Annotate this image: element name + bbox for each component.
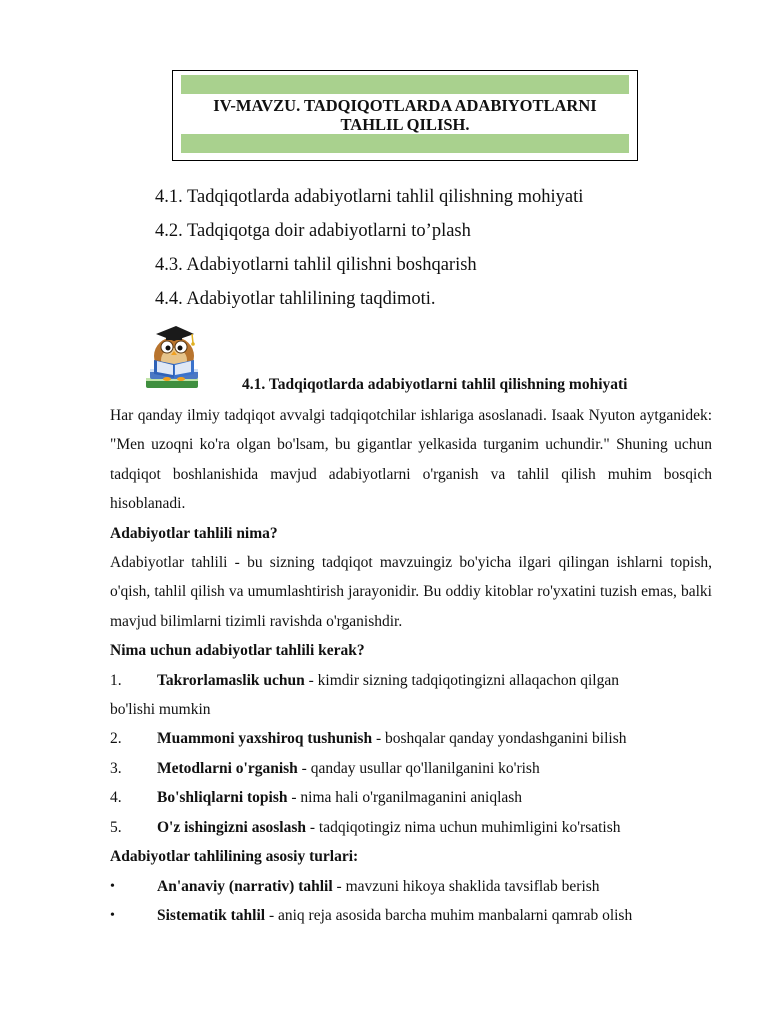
list-item: • An'anaviy (narrativ) tahlil - mavzuni hikoya shaklida tavsiflab berish — [110, 872, 712, 901]
main-text — [110, 401, 712, 930]
list-item: • Sistematik tahlil - aniq reja asosida barcha muhim manbalarni qamrab olish — [110, 901, 712, 930]
list-item: 4. Bo'shliqlarni topish - nima hali o'rganilmaganini aniqlash — [110, 789, 523, 807]
owl-reading-book-icon — [110, 320, 235, 392]
list-item-continuation: bo'lishi mumkin — [110, 701, 211, 719]
intro-paragraph: Har qanday ilmiy tadqiqot avvalgi tadqiqotchilar ishlariga asoslanadi. Isaak Nyuton aytganidek: "Men uzoqni ko'ra olgan bo'lsam, bu gigantlar yelkasida turganim uchundir." Shuning uchun tadqiqot boshlanishida mavjud adabiyotlarni o'rganish va tahlil qilish muhim bosqich hisoblanadi. — [110, 407, 712, 513]
topic-title-box — [172, 70, 638, 161]
question-heading: Adabiyotlar tahlili nima? — [110, 524, 278, 542]
toc-item: 4.4. Adabiyotlar tahlilining taqdimoti. — [155, 289, 436, 309]
list-item: 5. O'z ishingizni asoslash - tadqiqotingiz nima uchun muhimligini ko'rsatish — [110, 818, 621, 836]
topic-title: IV-MAVZU. TADQIQOTLARDA ADABIYOTLARNI TAHLIL QILISH. — [213, 96, 597, 134]
list-item: 3. Metodlarni o'rganish - qanday usullar qo'llanilganini ko'rish — [110, 759, 540, 777]
list-item: 1. Takrorlamaslik uchun - kimdir sizning tadqiqotingizni allaqachon qilgan — [110, 671, 619, 689]
title-bar-bottom — [181, 134, 629, 153]
question-heading: Nima uchun adabiyotlar tahlili kerak? — [110, 642, 365, 660]
bullet-icon: • — [110, 878, 115, 894]
definition-paragraph: Adabiyotlar tahlili - bu sizning tadqiqot mavzuingiz bo'yicha ilgari qilingan ishlarni topish, o'qish, tahlil qilish va umumlashtirish jarayonidir. Bu oddiy kitoblar ro'yxatini tuzish emas, balki mavjud bilimlarni tizimli ravishda o'rganishdir. — [110, 554, 712, 630]
toc-item: 4.2. Tadqiqotga doir adabiyotlarni to’plash — [155, 221, 471, 241]
question-heading: Adabiyotlar tahlilining asosiy turlari: — [110, 848, 359, 866]
toc-item: 4.1. Tadqiqotlarda adabiyotlarni tahlil qilishning mohiyati — [155, 187, 584, 207]
toc-item: 4.3. Adabiyotlarni tahlil qilishni boshqarish — [155, 255, 477, 275]
bullet-icon: • — [110, 907, 115, 923]
section-heading: 4.1. Tadqiqotlarda adabiyotlarni tahlil qilishning mohiyati — [242, 376, 628, 393]
title-bar-top — [181, 75, 629, 94]
list-item: 2. Muammoni yaxshiroq tushunish - boshqalar qanday yondashganini bilish — [110, 730, 627, 748]
table-of-contents — [155, 184, 583, 320]
